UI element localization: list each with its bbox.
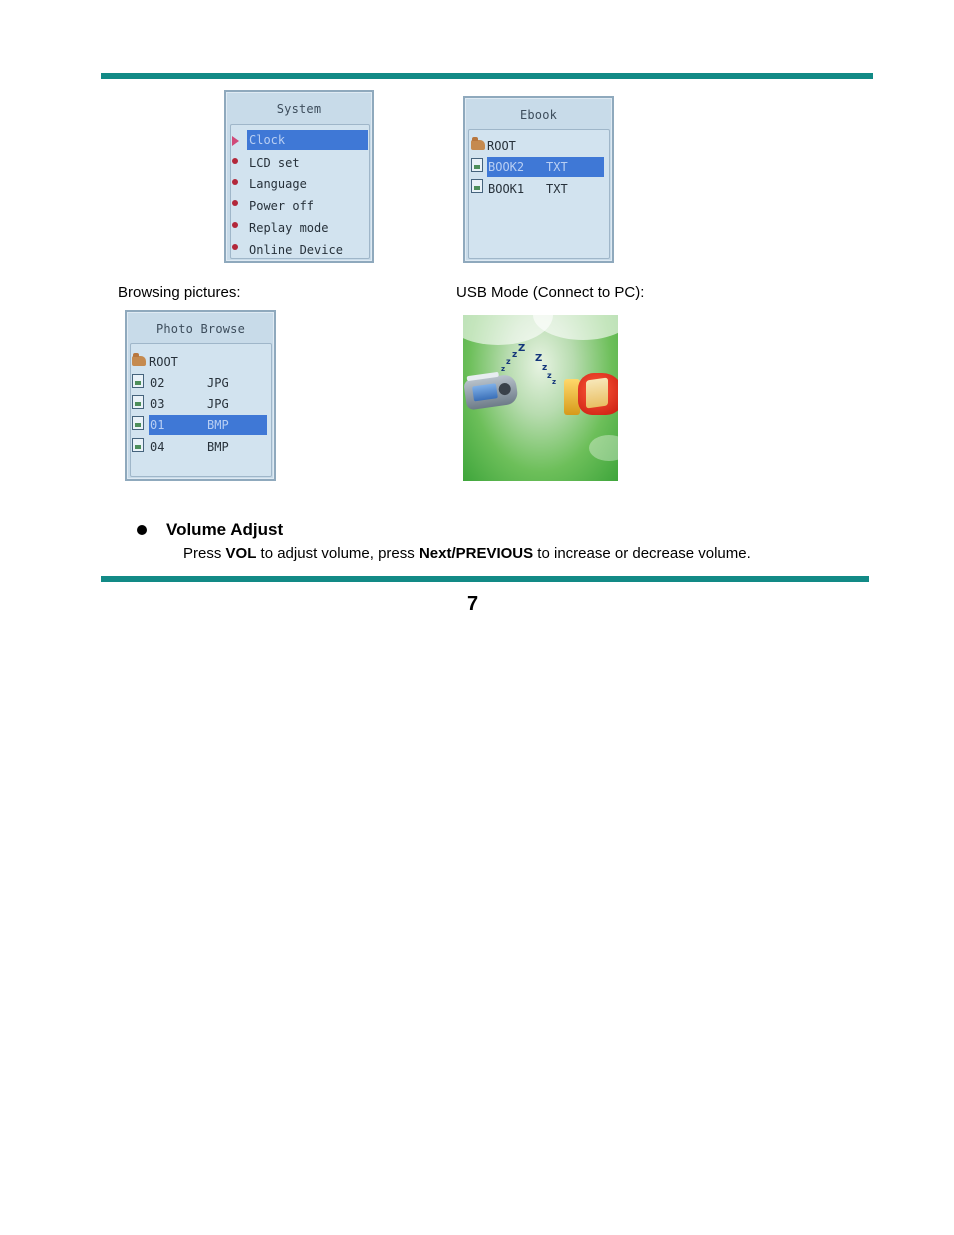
sleep-z-icon: z — [547, 371, 552, 380]
system-menu-item-language: Language — [249, 177, 307, 191]
volume-adjust-paragraph: Press VOL to adjust volume, press Next/PREVIOUS to increase or decrease volume. — [183, 545, 751, 562]
sleep-z-icon: z — [506, 357, 511, 366]
image-file-icon — [132, 438, 144, 452]
menu-bullet-icon — [232, 222, 238, 228]
ebook-screenshot — [463, 96, 614, 263]
image-file-icon — [132, 395, 144, 409]
computer-icon — [564, 371, 618, 419]
page-number: 7 — [467, 593, 479, 615]
system-menu-item-power-off: Power off — [249, 199, 315, 213]
sleep-z-icon: Z — [535, 353, 543, 364]
selection-arrow-icon — [232, 136, 239, 146]
browsing-pictures-caption: Browsing pictures: — [118, 284, 241, 301]
volume-adjust-heading: Volume Adjust — [166, 520, 284, 539]
system-menu-screenshot — [224, 90, 374, 263]
next-previous-key: Next/PREVIOUS — [418, 545, 534, 562]
system-menu-item-replay-mode: Replay mode — [249, 221, 329, 235]
photo-row-02: 02 JPG — [150, 376, 229, 390]
photo-browse-screenshot — [125, 310, 276, 481]
list-bullet-icon — [137, 525, 147, 535]
vol-key: VOL — [225, 545, 257, 562]
sleep-z-icon: z — [501, 365, 506, 373]
sleep-z-icon: Z — [518, 343, 526, 354]
ebook-row-book2: BOOK2 TXT — [487, 157, 604, 177]
ebook-title: Ebook — [519, 108, 558, 122]
photo-row-root: ROOT — [149, 355, 178, 369]
folder-icon — [471, 140, 485, 150]
sleep-z-icon: z — [512, 350, 518, 360]
photo-row-04: 04 BMP — [150, 440, 229, 454]
cloud-shape — [589, 435, 618, 461]
sleep-z-icon: z — [552, 378, 557, 386]
system-menu-item-lcd-set: LCD set — [249, 156, 300, 170]
ebook-row-root: ROOT — [487, 139, 516, 153]
photo-row-01: 01 BMP — [149, 415, 267, 435]
system-menu-title: System — [276, 102, 322, 116]
photo-browse-title: Photo Browse — [155, 322, 246, 336]
ebook-row-book1: BOOK1 TXT — [488, 182, 568, 196]
folder-icon — [132, 356, 146, 366]
photo-row-03: 03 JPG — [150, 397, 229, 411]
menu-bullet-icon — [232, 158, 238, 164]
file-icon — [471, 179, 483, 193]
system-menu-item-clock: Clock — [247, 130, 368, 150]
sleep-z-icon: z — [542, 363, 548, 373]
bottom-divider — [101, 576, 869, 582]
top-divider — [101, 73, 873, 79]
usb-mode-illustration — [463, 315, 618, 481]
file-icon — [471, 158, 483, 172]
cloud-shape — [533, 315, 618, 340]
image-file-icon — [132, 374, 144, 388]
menu-bullet-icon — [232, 179, 238, 185]
image-file-icon — [132, 416, 144, 430]
mp3-player-icon — [463, 374, 519, 411]
system-menu-item-online-device: Online Device — [249, 243, 343, 257]
menu-bullet-icon — [232, 200, 238, 206]
usb-mode-caption: USB Mode (Connect to PC): — [456, 284, 645, 301]
menu-bullet-icon — [232, 244, 238, 250]
